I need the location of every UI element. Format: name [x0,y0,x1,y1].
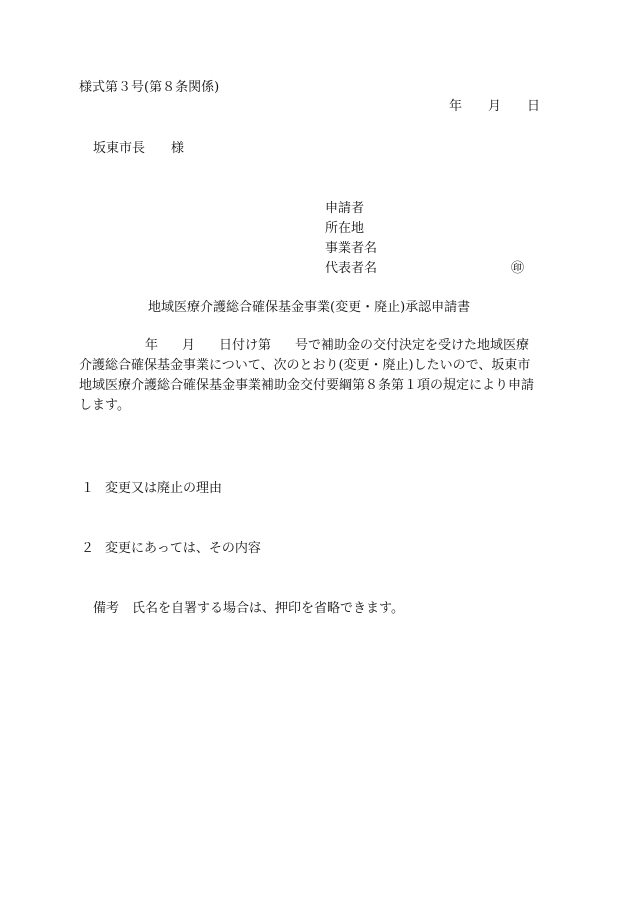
item-2-number: ２ [81,541,95,556]
addressee [93,139,184,159]
item-2 [81,539,261,559]
body-month-label: 月 [182,338,196,353]
document-title: 地域医療介護総合確保基金事業(変更・廃止)承認申請書 [148,300,471,315]
body-year-label: 年 [145,338,159,353]
body-paragraph [79,336,551,416]
representative-label: 代表者名 [325,261,378,276]
date-line [449,97,540,117]
remarks-text: 氏名を自署する場合は、押印を省略できます。 [132,601,404,616]
body-line-2: 介護総合確保基金事業について、次のとおり(変更・廃止)したいので、坂東市 [79,358,531,373]
item-1 [81,479,222,499]
body-line-4: します。 [79,398,130,413]
seal-mark: ㊞ [511,261,525,276]
item-2-label: 変更にあっては、その内容 [105,541,261,556]
applicant-block [325,199,525,279]
item-1-label: 変更又は廃止の理由 [105,481,223,496]
addressee-name: 坂東市長 [93,141,146,156]
representative-row [325,259,525,279]
business-name-label: 事業者名 [325,241,378,256]
body-line-1 [79,336,551,356]
applicant-label: 申請者 [325,201,365,216]
date-day-label: 日 [526,99,540,114]
addressee-honorific: 様 [171,141,185,156]
address-label: 所在地 [325,221,365,236]
body-dated-label: 日付け第 [219,338,272,353]
remarks-label: 備考 [93,601,120,616]
date-month-label: 月 [487,99,501,114]
item-1-number: １ [81,481,95,496]
date-year-label: 年 [448,99,462,114]
body-line-1-rest: 号で補助金の交付決定を受けた地域医療 [295,338,530,353]
remarks [93,599,404,619]
form-number: 様式第３号(第８条関係) [79,80,220,95]
body-line-3: 地域医療介護総合確保基金事業補助金交付要綱第８条第１項の規定により申請 [79,378,535,393]
